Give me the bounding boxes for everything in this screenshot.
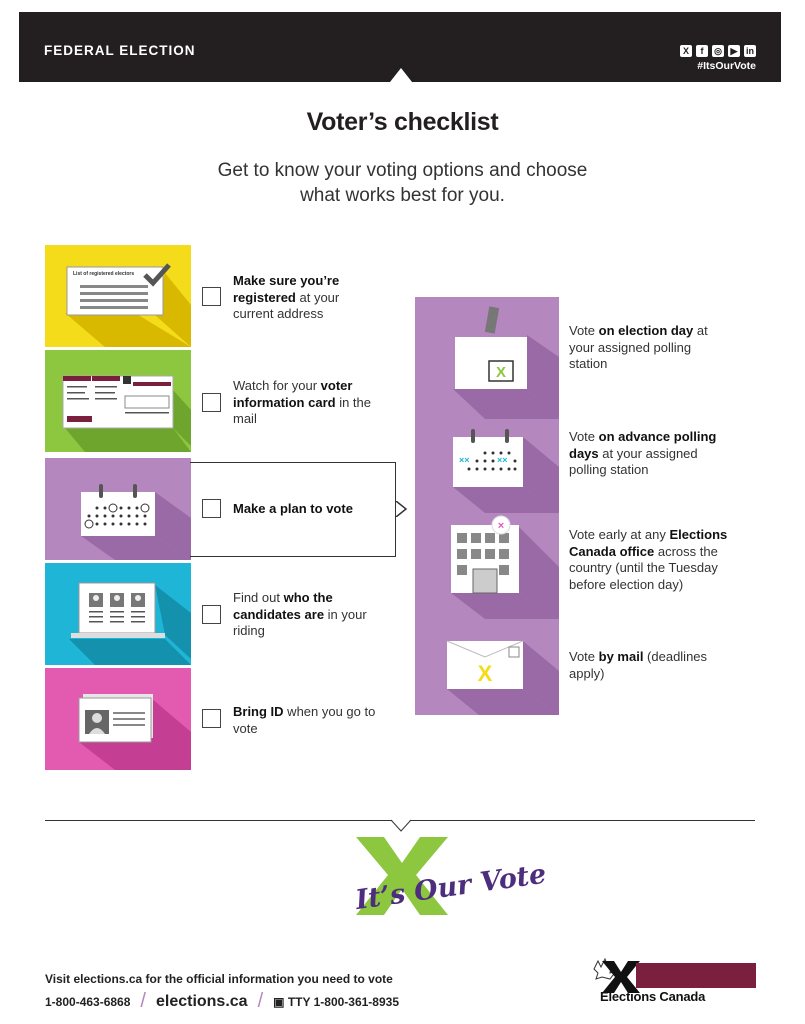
svg-text:××: ×× (459, 455, 470, 465)
checkbox-candidates[interactable] (202, 605, 221, 624)
hashtag: #ItsOurVote (697, 60, 756, 72)
slogan: It’s Our Vote (353, 858, 549, 916)
facebook-icon[interactable]: f (696, 45, 708, 57)
registration-illustration (45, 245, 191, 347)
checkbox-registered[interactable] (202, 287, 221, 306)
linkedin-icon[interactable]: in (746, 46, 754, 56)
registration-panel (45, 245, 191, 347)
website-link[interactable]: elections.ca (155, 992, 248, 1010)
id-panel (45, 668, 191, 770)
checkbox-plan[interactable] (202, 499, 221, 518)
social-icons (680, 45, 756, 57)
tty-icon: ▣ (273, 994, 288, 1009)
phone-number[interactable]: 1-800-463-6868 (45, 994, 131, 1009)
footer-contacts (45, 990, 399, 1013)
header-notch (390, 68, 412, 82)
option-election-day: Vote on election day at your assigned polling station (569, 323, 708, 371)
tty-number[interactable]: ▣ TTY 1-800-361-8935 (273, 994, 399, 1009)
x-icon[interactable]: X (680, 45, 692, 57)
voter-card-panel (45, 350, 191, 452)
svg-text:X: X (477, 661, 493, 686)
footer-info: Visit elections.ca for the official information you need to vote (45, 972, 393, 986)
checkbox-id[interactable] (202, 709, 221, 728)
id-card-icon (45, 668, 191, 770)
option-by-mail: Vote by mail (deadlines apply) (569, 649, 708, 681)
item-voter-card: Watch for your voter information card in the mail (233, 378, 371, 426)
voting-options-illustrations (415, 297, 559, 715)
svg-text:X: X (495, 364, 507, 381)
voting-options-column (415, 297, 559, 715)
option-ec-office: Vote early at any Elections Canada office across the country (until the Tuesday before election day) (569, 527, 728, 592)
page-title: Voter’s checklist (306, 108, 499, 136)
separator: / (257, 990, 264, 1012)
divider-notch (391, 819, 411, 833)
registration-list-label: List of registered electors (73, 271, 135, 277)
youtube-icon[interactable]: ▶ (728, 45, 740, 57)
item-plan: Make a plan to vote (233, 501, 353, 516)
plan-arrow-icon (396, 501, 408, 517)
checkbox-voter-card[interactable] (202, 393, 221, 412)
item-registered: Make sure you’re registered at your current address (233, 273, 340, 321)
calendar-icon (45, 458, 191, 560)
instagram-icon[interactable]: ◎ (712, 45, 724, 57)
candidates-panel (45, 563, 191, 665)
page-subtitle: Get to know your voting options and choose what works best for you. (217, 160, 588, 206)
laptop-icon (45, 563, 191, 665)
option-advance-polling: Vote on advance polling days at your assigned polling station (569, 429, 717, 477)
svg-text:××: ×× (497, 455, 508, 465)
item-id: Bring ID when you go to vote (233, 704, 376, 736)
voter-card-illustration (45, 350, 191, 452)
svg-text:×: × (497, 520, 505, 532)
header-title: FEDERAL ELECTION (44, 43, 196, 58)
item-candidates: Find out who the candidates are in your riding (233, 590, 367, 638)
separator: / (140, 990, 146, 1012)
plan-panel (45, 458, 191, 560)
elections-canada-name: Elections Canada (600, 989, 706, 1004)
